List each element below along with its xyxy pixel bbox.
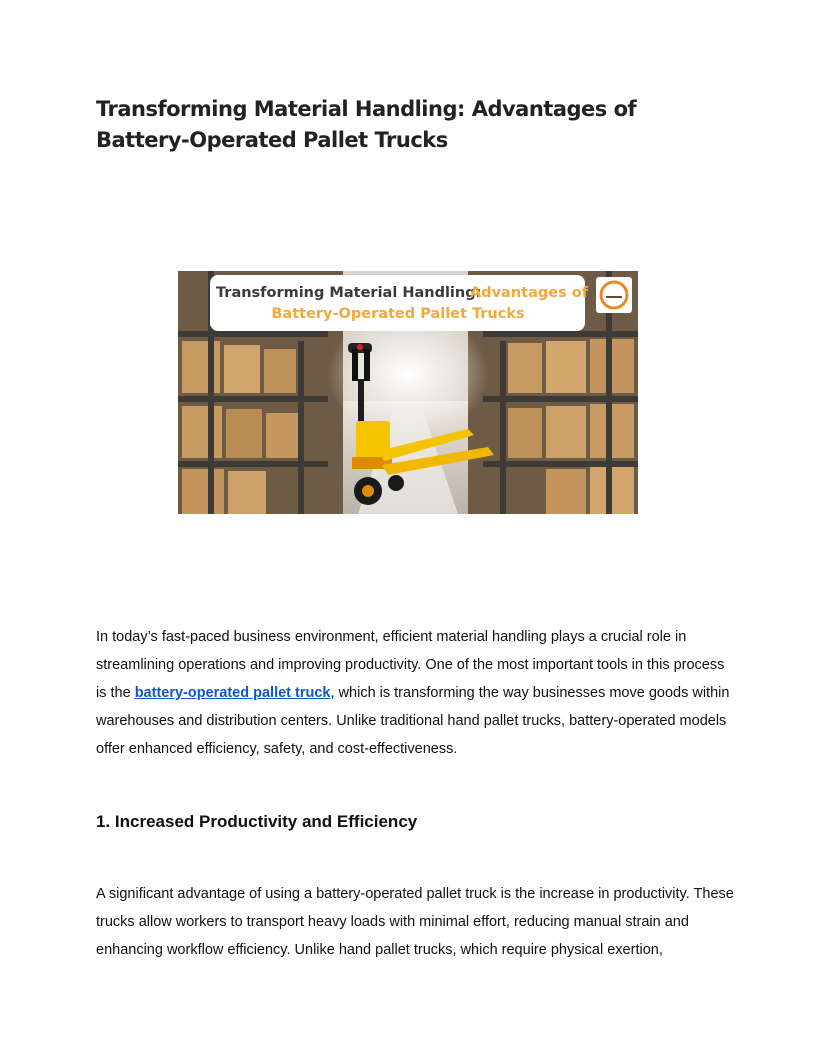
intro-paragraph [96,623,736,763]
section-1-paragraph: A significant advantage of using a battery-operated pallet truck is the increase in productivity. These trucks allow workers to transport heavy loads with minimal effort, reducing manual strain and enhancing workflow efficiency. Unlike hand pallet trucks, which require physical exertion, [96,886,734,958]
title-line-1: Transforming Material Handling: Advantages of [96,97,637,121]
battery-pallet-truck-link[interactable]: battery-operated pallet truck [134,685,331,701]
banner-text-part1: Transforming Material Handling: [216,285,482,301]
section-1-heading: 1. Increased Productivity and Efficiency [96,812,418,831]
intro-text-before-link: In today’s fast-paced business environment, efficient material handling plays a crucial role in streamlining operations and improving productivity. One of the most important tools in this process is the [96,629,725,701]
intro-text-after-link: , which is transforming the way businesses move goods within warehouses and distribution centers. Unlike traditional hand pallet trucks, battery-operated models offer enhanced efficiency, safety, and cost-effectiveness. [96,685,730,757]
banner-text-part2: Advantages of [470,285,589,301]
title-line-2: Battery-Operated Pallet Trucks [96,128,448,152]
brand-logo-icon [596,277,632,313]
hero-image [178,271,638,514]
banner-text-line2: Battery-Operated Pallet Trucks [271,306,525,322]
document-title [96,94,716,156]
